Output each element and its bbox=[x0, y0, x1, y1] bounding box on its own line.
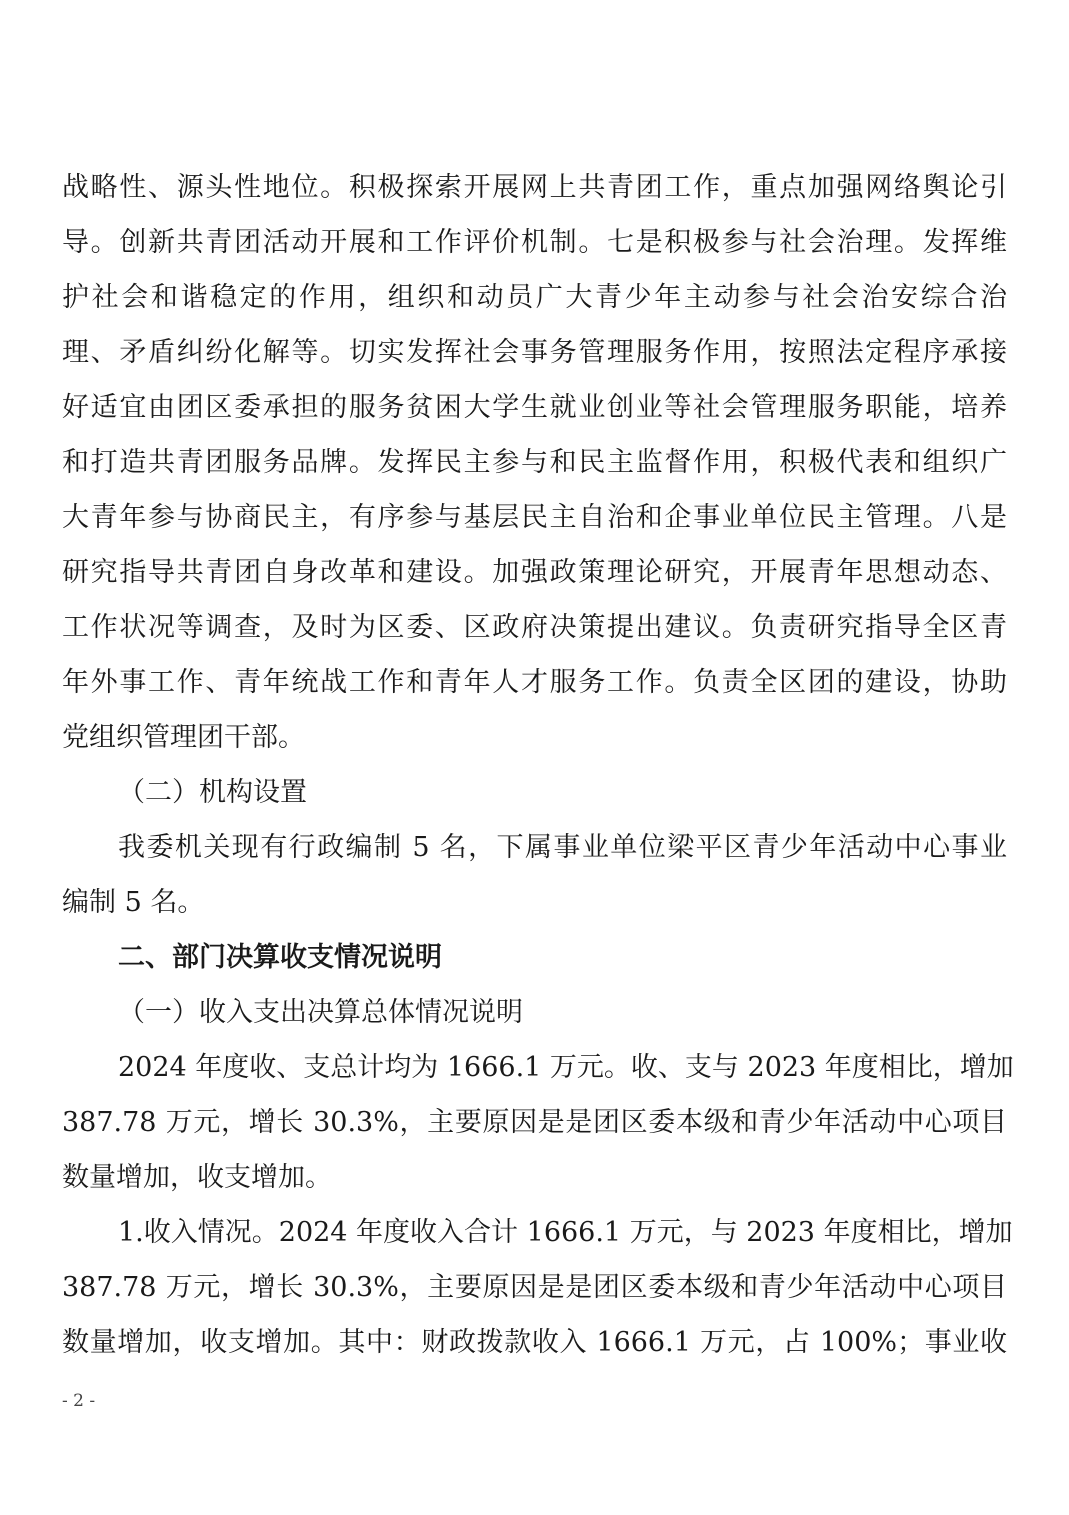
body-text-line: 和打造共青团服务品牌。发挥民主参与和民主监督作用，积极代表和组织广 bbox=[62, 447, 1007, 478]
body-text-line: 党组织管理团干部。 bbox=[62, 722, 305, 753]
body-text-line: 年外事工作、青年统战工作和青年人才服务工作。负责全区团的建设，协助 bbox=[62, 667, 1007, 698]
body-text-line: 好适宜由团区委承担的服务贫困大学生就业创业等社会管理服务职能，培养 bbox=[62, 392, 1007, 423]
body-text-line: 1.收入情况。2024 年度收入合计 1666.1 万元，与 2023 年度相比，增加 bbox=[118, 1217, 1013, 1248]
subsection-heading: （二）机构设置 bbox=[118, 777, 307, 808]
body-text-line: 导。创新共青团活动开展和工作评价机制。七是积极参与社会治理。发挥维 bbox=[62, 227, 1007, 258]
body-text-line: 数量增加，收支增加。 bbox=[62, 1162, 332, 1193]
body-text-line: 387.78 万元，增长 30.3%，主要原因是是团区委本级和青少年活动中心项目 bbox=[62, 1272, 1007, 1303]
body-text-line: 编制 5 名。 bbox=[62, 887, 205, 918]
body-text-line: 工作状况等调查，及时为区委、区政府决策提出建议。负责研究指导全区青 bbox=[62, 612, 1007, 643]
body-text-line: 战略性、源头性地位。积极探索开展网上共青团工作，重点加强网络舆论引 bbox=[62, 172, 1007, 203]
body-text-line: 理、矛盾纠纷化解等。切实发挥社会事务管理服务作用，按照法定程序承接 bbox=[62, 337, 1007, 368]
body-text-line: 研究指导共青团自身改革和建设。加强政策理论研究，开展青年思想动态、 bbox=[62, 557, 1007, 588]
body-text-line: 大青年参与协商民主，有序参与基层民主自治和企事业单位民主管理。八是 bbox=[62, 502, 1007, 533]
body-text-line: 我委机关现有行政编制 5 名，下属事业单位梁平区青少年活动中心事业 bbox=[118, 832, 1007, 863]
subsection-heading: （一）收入支出决算总体情况说明 bbox=[118, 997, 523, 1028]
body-text-line: 2024 年度收、支总计均为 1666.1 万元。收、支与 2023 年度相比，增加 bbox=[118, 1052, 1014, 1083]
body-text-line: 护社会和谐稳定的作用，组织和动员广大青少年主动参与社会治安综合治 bbox=[62, 282, 1007, 313]
section-heading: 二、部门决算收支情况说明 bbox=[118, 942, 442, 973]
body-text-line: 数量增加，收支增加。其中：财政拨款收入 1666.1 万元，占 100%；事业收 bbox=[62, 1327, 1007, 1358]
body-text-line: 387.78 万元，增长 30.3%，主要原因是是团区委本级和青少年活动中心项目 bbox=[62, 1107, 1007, 1138]
page-number: - 2 - bbox=[62, 1391, 96, 1411]
